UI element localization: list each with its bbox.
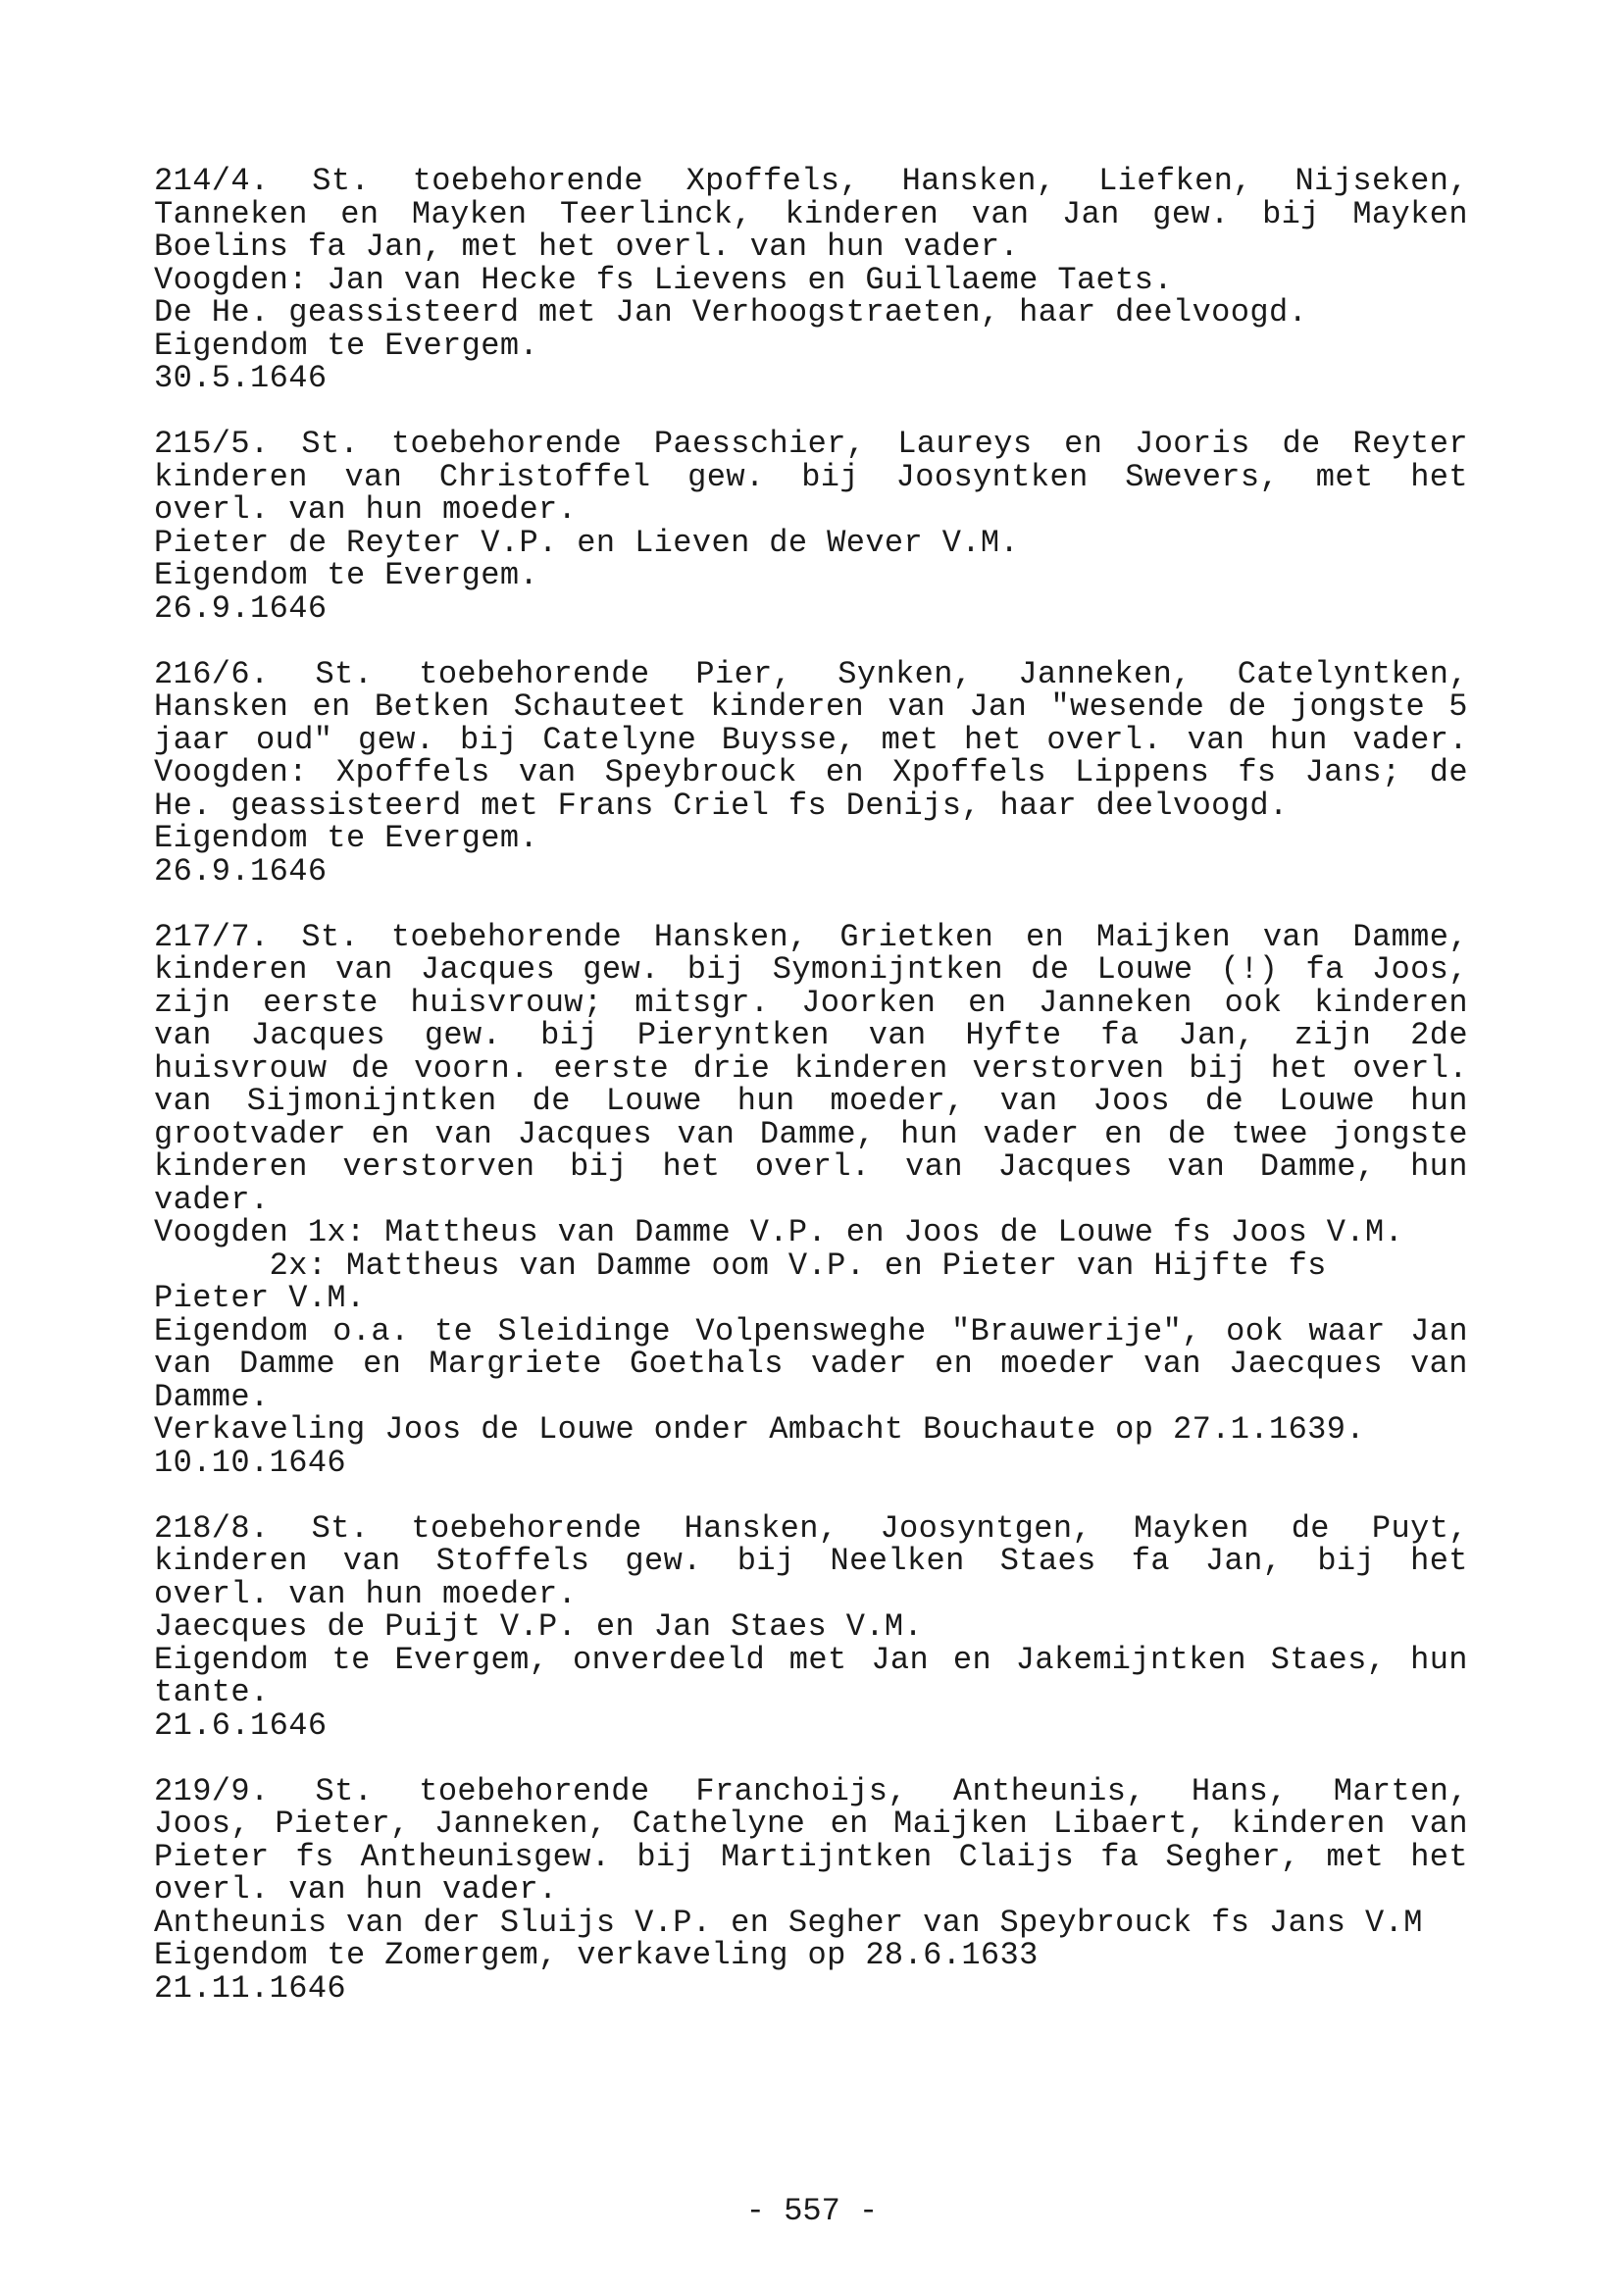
document-body xyxy=(154,165,1468,2038)
text-line: 26.9.1646 xyxy=(154,852,328,890)
text-line: Eigendom te Evergem. xyxy=(154,820,539,856)
text-line: 219/9. St. toebehorende Franchoijs, Antheunis, Hans, Marten, xyxy=(154,1772,1468,1809)
text-line: Eigendom o.a. te Sleidinge Volpensweghe "Brauwerije", ook waar Jan xyxy=(154,1312,1468,1349)
page-number: - 557 - xyxy=(745,2193,879,2229)
text-line: Joos, Pieter, Janneken, Cathelyne en Maijken Libaert, kinderen van xyxy=(154,1806,1468,1842)
text-line: De He. geassisteerd met Jan Verhoogstraeten, haar deelvoogd. xyxy=(154,294,1308,331)
text-line: overl. van hun moeder. xyxy=(154,1575,578,1612)
text-line: kinderen van Christoffel gew. bij Joosyntken Swevers, met het xyxy=(154,458,1468,495)
text-line: Eigendom te Evergem, onverdeeld met Jan en Jakemijntken Staes, hun xyxy=(154,1641,1468,1678)
text-line: Voogden: Jan van Hecke fs Lievens en Guillaeme Taets. xyxy=(154,261,1173,298)
text-line: 26.9.1646 xyxy=(154,589,328,627)
text-line: vader. xyxy=(154,1181,270,1218)
record-entry xyxy=(154,428,1468,625)
text-line: huisvrouw de voorn. eerste drie kinderen verstorven bij het overl. xyxy=(154,1049,1468,1087)
text-line: 214/4. St. toebehorende Xpoffels, Hansken, Liefken, Nijseken, xyxy=(154,163,1468,199)
record-entry xyxy=(154,1772,1468,2007)
record-entry xyxy=(154,655,1468,890)
text-line: Pieter de Reyter V.P. en Lieven de Wever V.M. xyxy=(154,524,1020,561)
text-line: Pieter fs Antheunisgew. bij Martijntken Claijs fa Segher, met het xyxy=(154,1838,1468,1875)
text-line: Damme. xyxy=(154,1378,270,1415)
text-line: 217/7. St. toebehorende Hansken, Grietken en Maijken van Damme, xyxy=(154,918,1468,955)
text-line: 2x: Mattheus van Damme oom V.P. en Pieter van Hijfte fs xyxy=(154,1247,1327,1284)
record-entry xyxy=(154,1509,1468,1744)
text-line: 30.5.1646 xyxy=(154,360,328,396)
text-line: 218/8. St. toebehorende Hansken, Joosyntgen, Mayken de Puyt, xyxy=(154,1509,1468,1547)
text-line: Hansken en Betken Schauteet kinderen van Jan "wesende de jongste 5 xyxy=(154,688,1468,725)
text-line: grootvader en van Jacques van Damme, hun vader en de twee jongste xyxy=(154,1115,1468,1152)
text-line: kinderen verstorven bij het overl. van Jacques van Damme, hun xyxy=(154,1148,1468,1185)
text-line: 216/6. St. toebehorende Pier, Synken, Janneken, Catelyntken, xyxy=(154,655,1468,692)
text-line: van Jacques gew. bij Pieryntken van Hyfte fa Jan, zijn 2de xyxy=(154,1017,1468,1053)
text-line: Eigendom te Evergem. xyxy=(154,327,539,364)
text-line: 21.6.1646 xyxy=(154,1706,328,1744)
record-entry xyxy=(154,165,1468,395)
text-line: Tanneken en Mayken Teerlinck, kinderen van Jan gew. bij Mayken xyxy=(154,195,1468,232)
text-line: jaar oud" gew. bij Catelyne Buysse, met het overl. van hun vader. xyxy=(154,721,1468,758)
record-entry xyxy=(154,918,1468,1481)
text-line: overl. van hun vader. xyxy=(154,1871,558,1908)
text-line: Eigendom te Zomergem, verkaveling op 28.6.1633 xyxy=(154,1937,1039,1973)
text-line: Boelins fa Jan, met het overl. van hun vader. xyxy=(154,229,1020,265)
text-line: van Damme en Margriete Goethals vader en moeder van Jaecques van xyxy=(154,1346,1468,1382)
text-line: 21.11.1646 xyxy=(154,1969,347,2007)
text-line: van Sijmonijntken de Louwe hun moeder, van Joos de Louwe hun xyxy=(154,1083,1468,1119)
text-line: Verkaveling Joos de Louwe onder Ambacht Bouchaute op 27.1.1639. xyxy=(154,1411,1365,1448)
text-line: tante. xyxy=(154,1674,270,1710)
text-line: Voogden 1x: Mattheus van Damme V.P. en Joos de Louwe fs Joos V.M. xyxy=(154,1214,1404,1250)
text-line: zijn eerste huisvrouw; mitsgr. Joorken en Janneken ook kinderen xyxy=(154,984,1468,1021)
text-line: overl. van hun moeder. xyxy=(154,491,578,528)
text-line: 215/5. St. toebehorende Paesschier, Laureys en Jooris de Reyter xyxy=(154,426,1468,462)
text-line: 10.10.1646 xyxy=(154,1444,347,1481)
text-line: Eigendom te Evergem. xyxy=(154,557,539,593)
text-line: kinderen van Jacques gew. bij Symonijntken de Louwe (!) fa Joos, xyxy=(154,951,1468,988)
text-line: Antheunis van der Sluijs V.P. en Segher van Speybrouck fs Jans V.M xyxy=(154,1904,1423,1941)
text-line: Voogden: Xpoffels van Speybrouck en Xpoffels Lippens fs Jans; de xyxy=(154,754,1468,790)
text-line: Jaecques de Puijt V.P. en Jan Staes V.M. xyxy=(154,1608,924,1645)
text-line: Pieter V.M. xyxy=(154,1280,366,1316)
text-line: He. geassisteerd met Frans Criel fs Denijs, haar deelvoogd. xyxy=(154,787,1289,824)
text-line: kinderen van Stoffels gew. bij Neelken Staes fa Jan, bij het xyxy=(154,1543,1468,1579)
